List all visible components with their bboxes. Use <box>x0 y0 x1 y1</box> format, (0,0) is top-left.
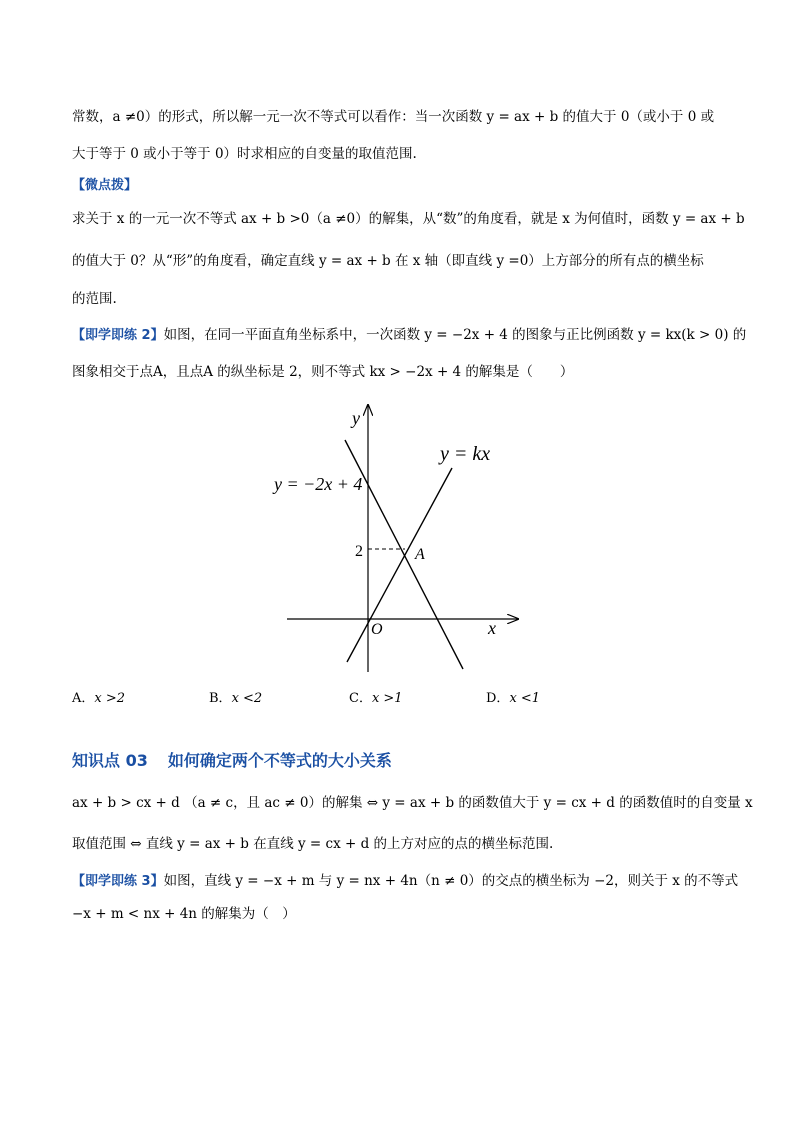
section-number: 知识点 03 <box>72 751 148 770</box>
option-c[interactable] <box>349 687 403 706</box>
line-positive-slope <box>347 468 452 662</box>
text-line: 求关于 x 的一元一次不等式 ax + b >0（a ≠0）的解集，从“数”的角度看，就是 x 为何值时，函数 y = ax + b <box>72 211 745 227</box>
text-line: −x + m < nx + 4n 的解集为（ ） <box>72 906 296 922</box>
section-title: 如何确定两个不等式的大小关系 <box>167 751 392 770</box>
origin-label: O <box>371 621 383 638</box>
exercise-line <box>72 872 738 891</box>
y-axis-label: y <box>352 408 360 428</box>
text-line: 大于等于 0 或小于等于 0）时求相应的自变量的取值范围. <box>72 146 417 162</box>
option-letter: D． <box>486 691 510 706</box>
tip-label: 【微点拨】 <box>72 178 138 193</box>
text-line: 常数，a ≠0）的形式，所以解一元一次不等式可以看作：当一次函数 y = ax + b 的值大于 0（或小于 0 或 <box>72 109 715 125</box>
section-heading <box>72 752 392 770</box>
x-axis-label: x <box>488 618 496 638</box>
option-text: x <2 <box>231 691 263 706</box>
line1-label: y = −2x + 4 <box>274 474 363 494</box>
option-a[interactable] <box>72 687 125 706</box>
text-line: 的值大于 0？从“形”的角度看，确定直线 y = ax + b 在 x 轴（即直线 y =0）上方部分的所有点的横坐标 <box>72 253 704 269</box>
option-text: x <1 <box>509 691 541 706</box>
line2-label: y = kx <box>440 443 491 465</box>
option-letter: A． <box>72 691 95 706</box>
option-text: x >2 <box>94 691 126 706</box>
exercise-text: 如图，直线 y = −x + m 与 y = nx + 4n（n ≠ 0）的交点的横坐标为 −2，则关于 x 的不等式 <box>163 873 739 889</box>
option-text: x >1 <box>371 691 403 706</box>
exercise-text: 如图，在同一平面直角坐标系中，一次函数 y = −2x + 4 的图象与正比例函数 y = kx(k > 0) 的 <box>163 327 747 343</box>
option-b[interactable] <box>209 687 262 706</box>
option-d[interactable] <box>486 687 540 706</box>
option-letter: B． <box>209 691 232 706</box>
point-a-label: A <box>415 546 425 563</box>
y-tick-label: 2 <box>355 543 363 560</box>
exercise-label: 【即学即练 3】 <box>72 874 164 889</box>
text-line: 的范围. <box>72 291 117 307</box>
text-line: ax + b > cx + d （a ≠ c，且 ac ≠ 0）的解集 ⇔ y = ax + b 的函数值大于 y = cx + d 的函数值时的自变量 x <box>72 795 753 811</box>
text-line: 图象相交于点A，且点A 的纵坐标是 2，则不等式 kx > −2x + 4 的解集是（ ） <box>72 364 574 380</box>
option-letter: C． <box>349 691 372 706</box>
exercise-label: 【即学即练 2】 <box>72 328 164 343</box>
text-line: 取值范围 ⇔ 直线 y = ax + b 在直线 y = cx + d 的上方对应的点的横坐标范围. <box>72 836 554 852</box>
